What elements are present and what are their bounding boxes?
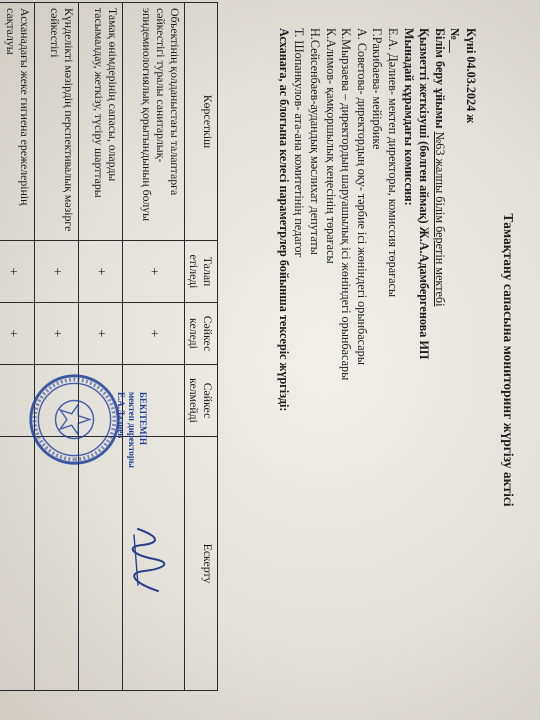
table-header-row — [185, 3, 218, 691]
member-line: Е.А. Дәлиев- мектеп директоры, комиссия төрағасы — [386, 28, 401, 298]
cell-compliant: + — [79, 303, 123, 365]
stamp-line: мектеп директоры — [127, 392, 137, 468]
cell-note — [0, 437, 35, 691]
cell-compliant: + — [123, 303, 185, 365]
member-line: Г.Ракибаева- мейірбике — [370, 28, 385, 150]
cell-indicator: Тамақ өнімдерінің сапасы, оларды тасымалдау, жеткізу, түсіру шарттары — [79, 3, 123, 241]
cell-note — [35, 437, 79, 691]
cell-required: + — [79, 241, 123, 303]
member-line: А. Советова- директордың оқу- тәрбие ісі жөніндегі орынбасары — [354, 28, 369, 365]
cell-compliant: + — [35, 303, 79, 365]
header-compliant: Сәйкес келеді — [185, 303, 218, 365]
date-line: Күні 04.03.2024 ж — [464, 28, 478, 124]
org-label: Білім беру ұйымы — [432, 28, 447, 129]
document-title: Тамақтану сапасына мониторинг жүргізу актісі — [501, 213, 516, 507]
cell-indicator: Асханадағы жеке гигиена ережелерінің сақталуы — [0, 3, 35, 241]
official-seal-icon — [27, 372, 122, 467]
number-line: №__ — [448, 28, 463, 53]
member-line: К.Мырзаева – директордың шаруашылық ісі жөніндегі орынбасары — [339, 28, 354, 381]
signature-icon — [128, 525, 168, 595]
member-line: Т. Шопанкулов- ата-ана комитетінің педагог — [292, 28, 307, 258]
cell-indicator: Объектінің қолданыстағы талаптарға сәйкестігі туралы санитарлық-эпидемиологиялық қорытындының болуы — [123, 3, 185, 241]
cell-required: + — [0, 241, 35, 303]
header-note: Ескерту — [185, 437, 218, 691]
provider-line: Қызметті жеткізуші (бөлген аймақ) Ж.А.Адамбергенова ИП — [417, 28, 432, 360]
cell-required: + — [35, 241, 79, 303]
commission-heading: Мынадай құрамдағы комиссия: — [401, 28, 416, 206]
org-line — [431, 28, 447, 411]
stamp-line: БЕКІТЕМІН — [138, 392, 148, 445]
header-indicator: Көрсеткіш — [185, 3, 218, 241]
member-line: К.Алимов- қамқоршылық кеңесінің төрағасы — [323, 28, 338, 264]
inspection-line: Асханаға, ас блогына келесі параметрлер бойынша тексеріс жүргізді: — [276, 28, 291, 412]
inspection-table — [0, 2, 218, 691]
member-line: Н.Сейсенбаев-аудандық мәслихат депутаты — [308, 28, 323, 255]
header-required: Талап етіледі — [185, 241, 218, 303]
header-noncompliant: Сәйкес келмейді — [185, 365, 218, 437]
cell-required: + — [123, 241, 185, 303]
cell-indicator: Күнделікті мәзірдің перспективалық мәзірге сәйкестігі — [35, 3, 79, 241]
table-row — [35, 3, 79, 691]
table-row — [0, 3, 35, 691]
approval-stamp — [115, 392, 148, 512]
document-body — [275, 28, 478, 411]
table-row — [79, 3, 123, 691]
cell-compliant: + — [0, 303, 35, 365]
org-value: №63 жалпы білім беретін мектебі — [432, 131, 447, 307]
stamp-line: Е.А.Дәлиев — [116, 392, 126, 439]
